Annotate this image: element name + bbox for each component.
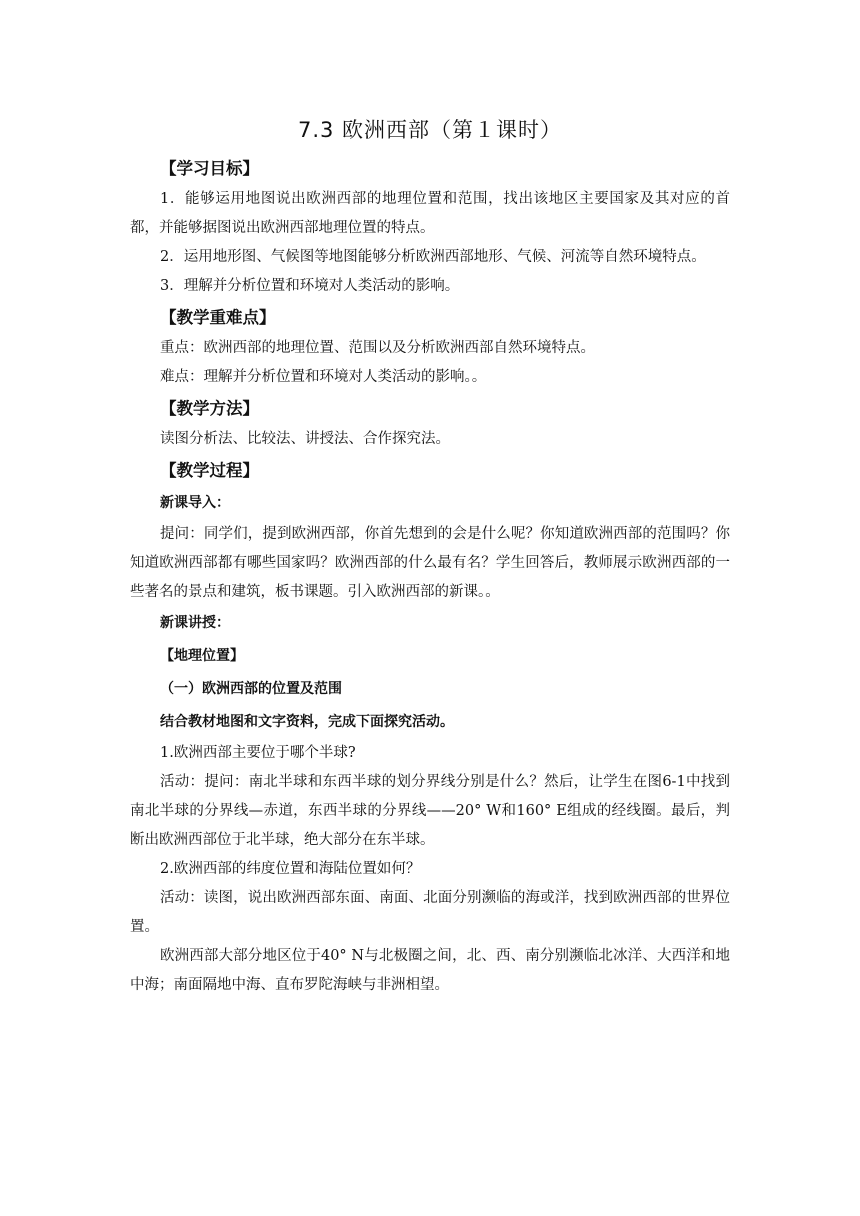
document-body (130, 152, 730, 1000)
key-points-heading: 【教学重难点】 (160, 308, 276, 327)
key-point-focus: 重点：欧洲西部的地理位置、范围以及分析欧洲西部自然环境特点。 (160, 340, 595, 356)
sub-heading: （一）欧洲西部的位置及范围 (160, 681, 342, 697)
task-instruction: 结合教材地图和文字资料，完成下面探究活动。 (160, 714, 454, 730)
objectives-heading: 【学习目标】 (160, 159, 259, 178)
question-1: 1.欧洲西部主要位于哪个半球? (160, 745, 356, 761)
methods-heading: 【教学方法】 (160, 399, 259, 418)
intro-text: 提问：同学们，提到欧洲西部，你首先想到的会是什么呢？你知道欧洲西部的范围吗？你知道欧洲西部都有哪些国家吗？欧洲西部的什么最有名？学生回答后，教师展示欧洲西部的一些著名的景点和建筑，板书课题。引入欧洲西部的新课。。 (130, 526, 730, 600)
process-heading: 【教学过程】 (160, 461, 259, 480)
objective-item: 1．能够运用地图说出欧洲西部的地理位置和范围，找出该地区主要国家及其对应的首都，并能够据图说出欧洲西部地理位置的特点。 (130, 191, 730, 236)
question-1-activity: 活动：提问：南北半球和东西半球的划分界线分别是什么？然后，让学生在图6-1中找到南北半球的分界线—赤道，东西半球的分界线——20° W和160° E组成的经线圈。最后，判断出欧洲西部位于北半球，绝大部分在东半球。 (130, 774, 730, 848)
page-title: 7.3 欧洲西部（第１课时） (297, 118, 563, 142)
conclusion-text: 欧洲西部大部分地区位于40° N与北极圈之间，北、西、南分别濒临北冰洋、大西洋和地中海；南面隔地中海、直布罗陀海峡与非洲相望。 (130, 948, 730, 993)
methods-text: 读图分析法、比较法、讲授法、合作探究法。 (160, 431, 450, 447)
key-point-difficulty: 难点：理解并分析位置和环境对人类活动的影响。。 (160, 369, 487, 385)
question-2: 2.欧洲西部的纬度位置和海陆位置如何？ (160, 861, 421, 877)
section-heading: 【地理位置】 (160, 648, 244, 664)
objective-item: 3．理解并分析位置和环境对人类活动的影响。 (160, 278, 460, 294)
question-2-activity: 活动：读图，说出欧洲西部东面、南面、北面分别濒临的海或洋，找到欧洲西部的世界位置。 (130, 890, 730, 935)
objective-item: 2．运用地形图、气候图等地图能够分析欧洲西部地形、气候、河流等自然环境特点。 (160, 249, 706, 265)
intro-label: 新课导入： (160, 495, 230, 511)
lecture-label: 新课讲授： (160, 615, 230, 631)
